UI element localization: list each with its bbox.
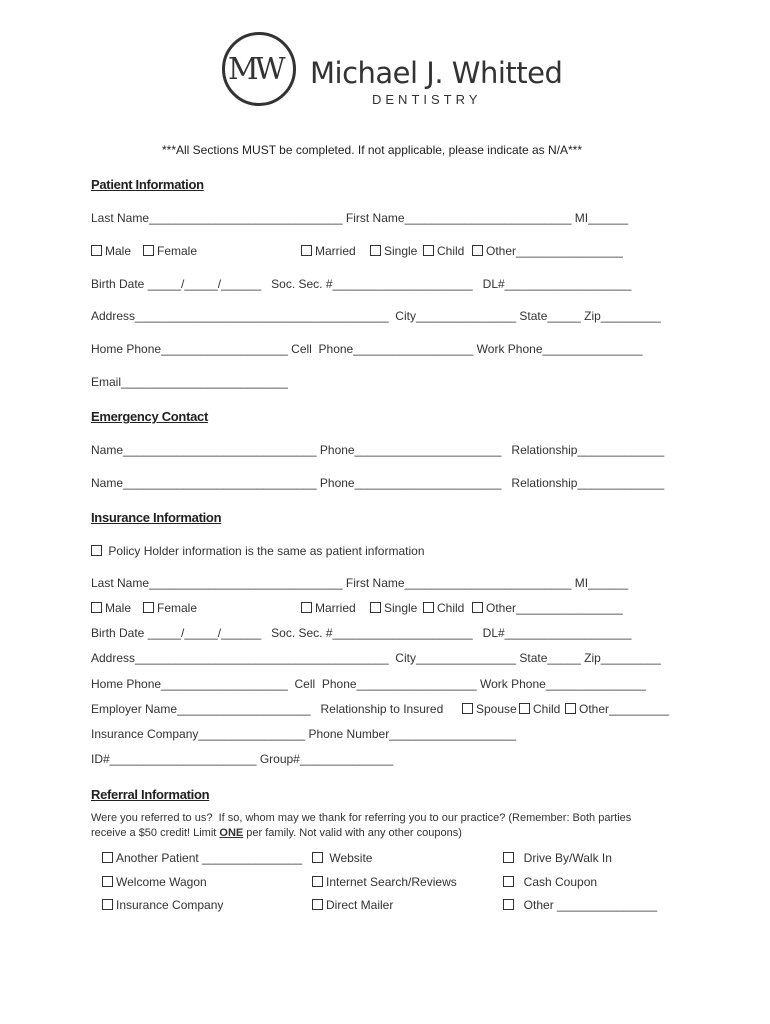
patient-birth-line[interactable]: Birth Date _____/_____/______ Soc. Sec. #_____________________ DL#___________________ xyxy=(91,277,632,291)
patient-email-line[interactable]: Email_________________________ xyxy=(91,375,288,389)
patient-phone-line[interactable]: Home Phone___________________ Cell Phone__________________ Work Phone_______________ xyxy=(91,342,643,356)
insurance-company-line[interactable]: Insurance Company________________ Phone Number___________________ xyxy=(91,727,517,741)
emergency-line-1[interactable]: Name_____________________________ Phone______________________ Relationship_____________ xyxy=(91,443,665,457)
patient-single[interactable]: Single xyxy=(370,244,417,258)
referral-welcome-wagon[interactable]: Welcome Wagon xyxy=(102,875,207,889)
emergency-heading: Emergency Contact xyxy=(91,409,208,424)
checkbox-icon[interactable] xyxy=(519,703,530,714)
checkbox-icon[interactable] xyxy=(423,245,434,256)
insurance-heading: Insurance Information xyxy=(91,510,222,525)
referral-other[interactable]: Other _______________ xyxy=(503,898,657,912)
insurance-married[interactable]: Married xyxy=(301,601,356,615)
referral-cash-coupon[interactable]: Cash Coupon xyxy=(503,875,597,889)
notice: ***All Sections MUST be completed. If not applicable, please indicate as N/A*** xyxy=(162,143,583,157)
referral-another-patient[interactable]: Another Patient _______________ xyxy=(102,851,302,865)
checkbox-icon[interactable] xyxy=(472,245,483,256)
checkbox-icon[interactable] xyxy=(503,876,514,887)
checkbox-icon[interactable] xyxy=(472,602,483,613)
referral-heading: Referral Information xyxy=(91,787,210,802)
checkbox-icon[interactable] xyxy=(370,602,381,613)
patient-male[interactable]: Male xyxy=(91,244,131,258)
checkbox-icon[interactable] xyxy=(143,602,154,613)
checkbox-icon[interactable] xyxy=(143,245,154,256)
logo-subtitle: DENTISTRY xyxy=(372,92,482,107)
insurance-single[interactable]: Single xyxy=(370,601,417,615)
checkbox-icon[interactable] xyxy=(91,602,102,613)
referral-direct-mailer[interactable]: Direct Mailer xyxy=(312,898,393,912)
referral-website[interactable]: Website xyxy=(312,851,372,865)
checkbox-icon[interactable] xyxy=(102,876,113,887)
referral-question-2: receive a $50 credit! Limit ONE per family. Not valid with any other coupons) xyxy=(91,827,462,839)
checkbox-icon[interactable] xyxy=(312,852,323,863)
relation-other[interactable]: Other_________ xyxy=(565,702,669,716)
checkbox-icon[interactable] xyxy=(91,545,102,556)
referral-internet-search[interactable]: Internet Search/Reviews xyxy=(312,875,457,889)
emergency-line-2[interactable]: Name_____________________________ Phone______________________ Relationship_____________ xyxy=(91,476,665,490)
patient-name-line[interactable]: Last Name_____________________________ First Name_________________________ MI______ xyxy=(91,211,629,225)
insurance-male[interactable]: Male xyxy=(91,601,131,615)
referral-drive-by[interactable]: Drive By/Walk In xyxy=(503,851,612,865)
checkbox-icon[interactable] xyxy=(503,899,514,910)
checkbox-icon[interactable] xyxy=(503,852,514,863)
relation-child[interactable]: Child xyxy=(519,702,560,716)
logo-name: Michael J. Whitted xyxy=(310,56,563,90)
checkbox-icon[interactable] xyxy=(312,876,323,887)
checkbox-icon[interactable] xyxy=(102,852,113,863)
logo-mark: MW xyxy=(228,52,282,87)
checkbox-icon[interactable] xyxy=(565,703,576,714)
checkbox-icon[interactable] xyxy=(423,602,434,613)
insurance-other[interactable]: Other________________ xyxy=(472,601,623,615)
patient-married[interactable]: Married xyxy=(301,244,356,258)
insurance-phone-line[interactable]: Home Phone___________________ Cell Phone__________________ Work Phone_______________ xyxy=(91,677,646,691)
insurance-female[interactable]: Female xyxy=(143,601,197,615)
checkbox-icon[interactable] xyxy=(91,245,102,256)
checkbox-icon[interactable] xyxy=(462,703,473,714)
checkbox-icon[interactable] xyxy=(102,899,113,910)
insurance-name-line[interactable]: Last Name_____________________________ First Name_________________________ MI______ xyxy=(91,576,629,590)
patient-female[interactable]: Female xyxy=(143,244,197,258)
patient-child[interactable]: Child xyxy=(423,244,464,258)
insurance-birth-line[interactable]: Birth Date _____/_____/______ Soc. Sec. #_____________________ DL#___________________ xyxy=(91,626,632,640)
patient-address-line[interactable]: Address______________________________________ City_______________ State_____ Zip_________ xyxy=(91,309,661,323)
insurance-child[interactable]: Child xyxy=(423,601,464,615)
insurance-address-line[interactable]: Address______________________________________ City_______________ State_____ Zip_________ xyxy=(91,651,661,665)
employer-line[interactable]: Employer Name____________________ Relationship to Insured xyxy=(91,702,444,716)
relation-spouse[interactable]: Spouse xyxy=(462,702,517,716)
checkbox-icon[interactable] xyxy=(312,899,323,910)
patient-heading: Patient Information xyxy=(91,177,204,192)
checkbox-icon[interactable] xyxy=(301,602,312,613)
checkbox-icon[interactable] xyxy=(301,245,312,256)
referral-question-1: Were you referred to us? If so, whom may we thank for referring you to our practice? (Remember: Both parties xyxy=(91,812,632,824)
insurance-id-line[interactable]: ID#______________________ Group#______________ xyxy=(91,752,394,766)
referral-insurance-company[interactable]: Insurance Company xyxy=(102,898,223,912)
checkbox-icon[interactable] xyxy=(370,245,381,256)
policy-same-option[interactable]: Policy Holder information is the same as patient information xyxy=(91,544,425,558)
patient-other[interactable]: Other________________ xyxy=(472,244,623,258)
